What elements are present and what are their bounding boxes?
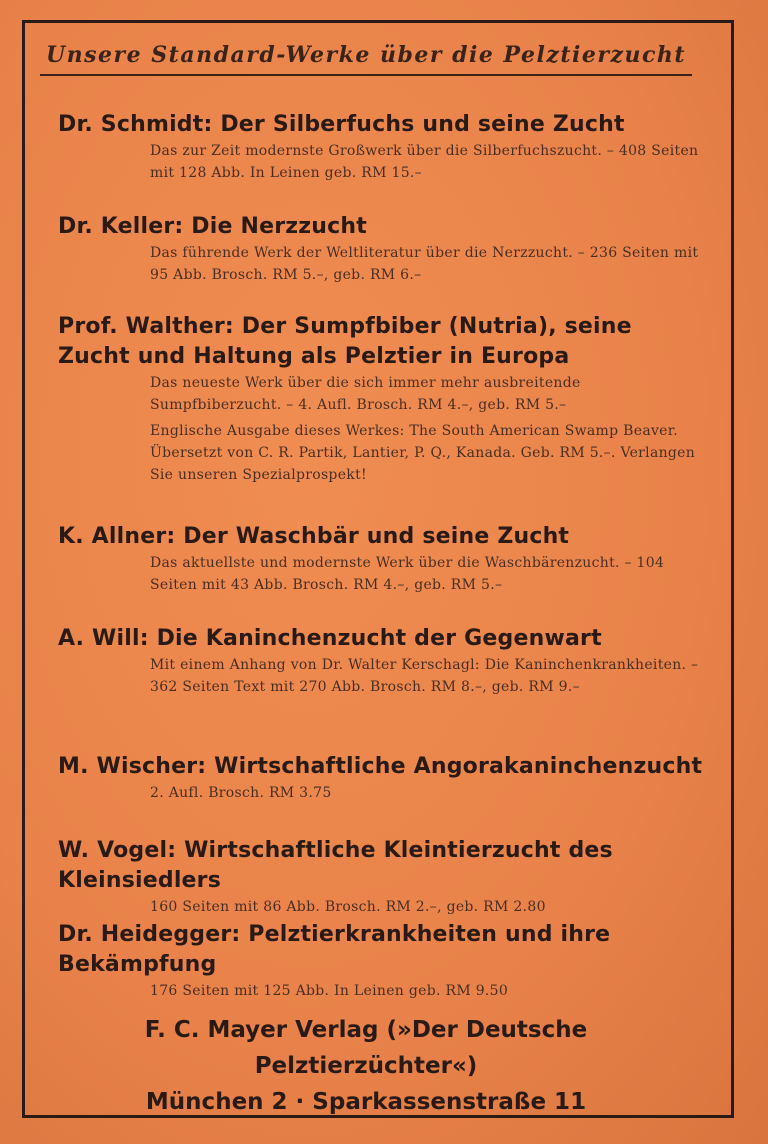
publisher-name: F. C. Mayer Verlag (»Der Deutsche Pelztierzüchter«) bbox=[144, 1017, 588, 1079]
book-description: Das zur Zeit modernste Großwerk über die Silberfuchszucht. – 408 Seiten mit 128 Abb. In Leinen geb. RM 15.– bbox=[150, 143, 699, 181]
book-description: Das neueste Werk über die sich immer mehr ausbreitende Sumpfbiberzucht. – 4. Aufl. Brosch. RM 4.–, geb. RM 5.– bbox=[150, 375, 581, 413]
book-title: Dr. Keller: Die Nerzzucht bbox=[58, 214, 367, 239]
book-entry-walther bbox=[58, 312, 708, 486]
book-title: K. Allner: Der Waschbär und seine Zucht bbox=[58, 524, 570, 549]
book-entry-schmidt bbox=[58, 110, 708, 184]
book-description: 2. Aufl. Brosch. RM 3.75 bbox=[150, 785, 332, 801]
book-description: Das aktuellste und modernste Werk über die Waschbärenzucht. – 104 Seiten mit 43 Abb. Brosch. RM 4.–, geb. RM 5.– bbox=[150, 555, 665, 593]
book-entry-heidegger bbox=[58, 920, 708, 1002]
book-title: A. Will: Die Kaninchenzucht der Gegenwart bbox=[58, 626, 602, 651]
page-title: Unsere Standard-Werke über die Pelztierzucht bbox=[40, 42, 692, 76]
book-description: Mit einem Anhang von Dr. Walter Kerschagl: Die Kaninchenkrankheiten. – 362 Seiten Text mit 270 Abb. Brosch. RM 8.–, geb. RM 9.– bbox=[150, 657, 699, 695]
publisher-footer bbox=[40, 1012, 692, 1120]
book-title: Dr. Heidegger: Pelztierkrankheiten und ihre Bekämpfung bbox=[58, 922, 611, 977]
book-title: Prof. Walther: Der Sumpfbiber (Nutria), seine Zucht und Haltung als Pelztier in Europa bbox=[58, 314, 632, 369]
book-entry-vogel bbox=[58, 836, 708, 918]
book-description: 176 Seiten mit 125 Abb. In Leinen geb. RM 9.50 bbox=[150, 983, 509, 999]
book-entry-keller bbox=[58, 212, 708, 286]
book-title: M. Wischer: Wirtschaftliche Angorakaninchenzucht bbox=[58, 754, 703, 779]
book-description: Das führende Werk der Weltliteratur über die Nerzzucht. – 236 Seiten mit 95 Abb. Brosch. RM 5.–, geb. RM 6.– bbox=[150, 245, 699, 283]
book-title: W. Vogel: Wirtschaftliche Kleintierzucht des Kleinsiedlers bbox=[58, 838, 613, 893]
book-description: 160 Seiten mit 86 Abb. Brosch. RM 2.–, geb. RM 2.80 bbox=[150, 899, 546, 915]
book-entry-allner bbox=[58, 522, 708, 596]
book-title: Dr. Schmidt: Der Silberfuchs und seine Zucht bbox=[58, 112, 625, 137]
book-entry-wischer bbox=[58, 752, 708, 804]
book-description-english-edition: Englische Ausgabe dieses Werkes: The South American Swamp Beaver. Übersetzt von C. R. Partik, Lantier, P. Q., Kanada. Geb. RM 5.–. Verlangen Sie unseren Spezialprospekt! bbox=[150, 423, 696, 483]
book-entry-will bbox=[58, 624, 708, 698]
publisher-address: München 2 · Sparkassenstraße 11 bbox=[145, 1089, 587, 1115]
